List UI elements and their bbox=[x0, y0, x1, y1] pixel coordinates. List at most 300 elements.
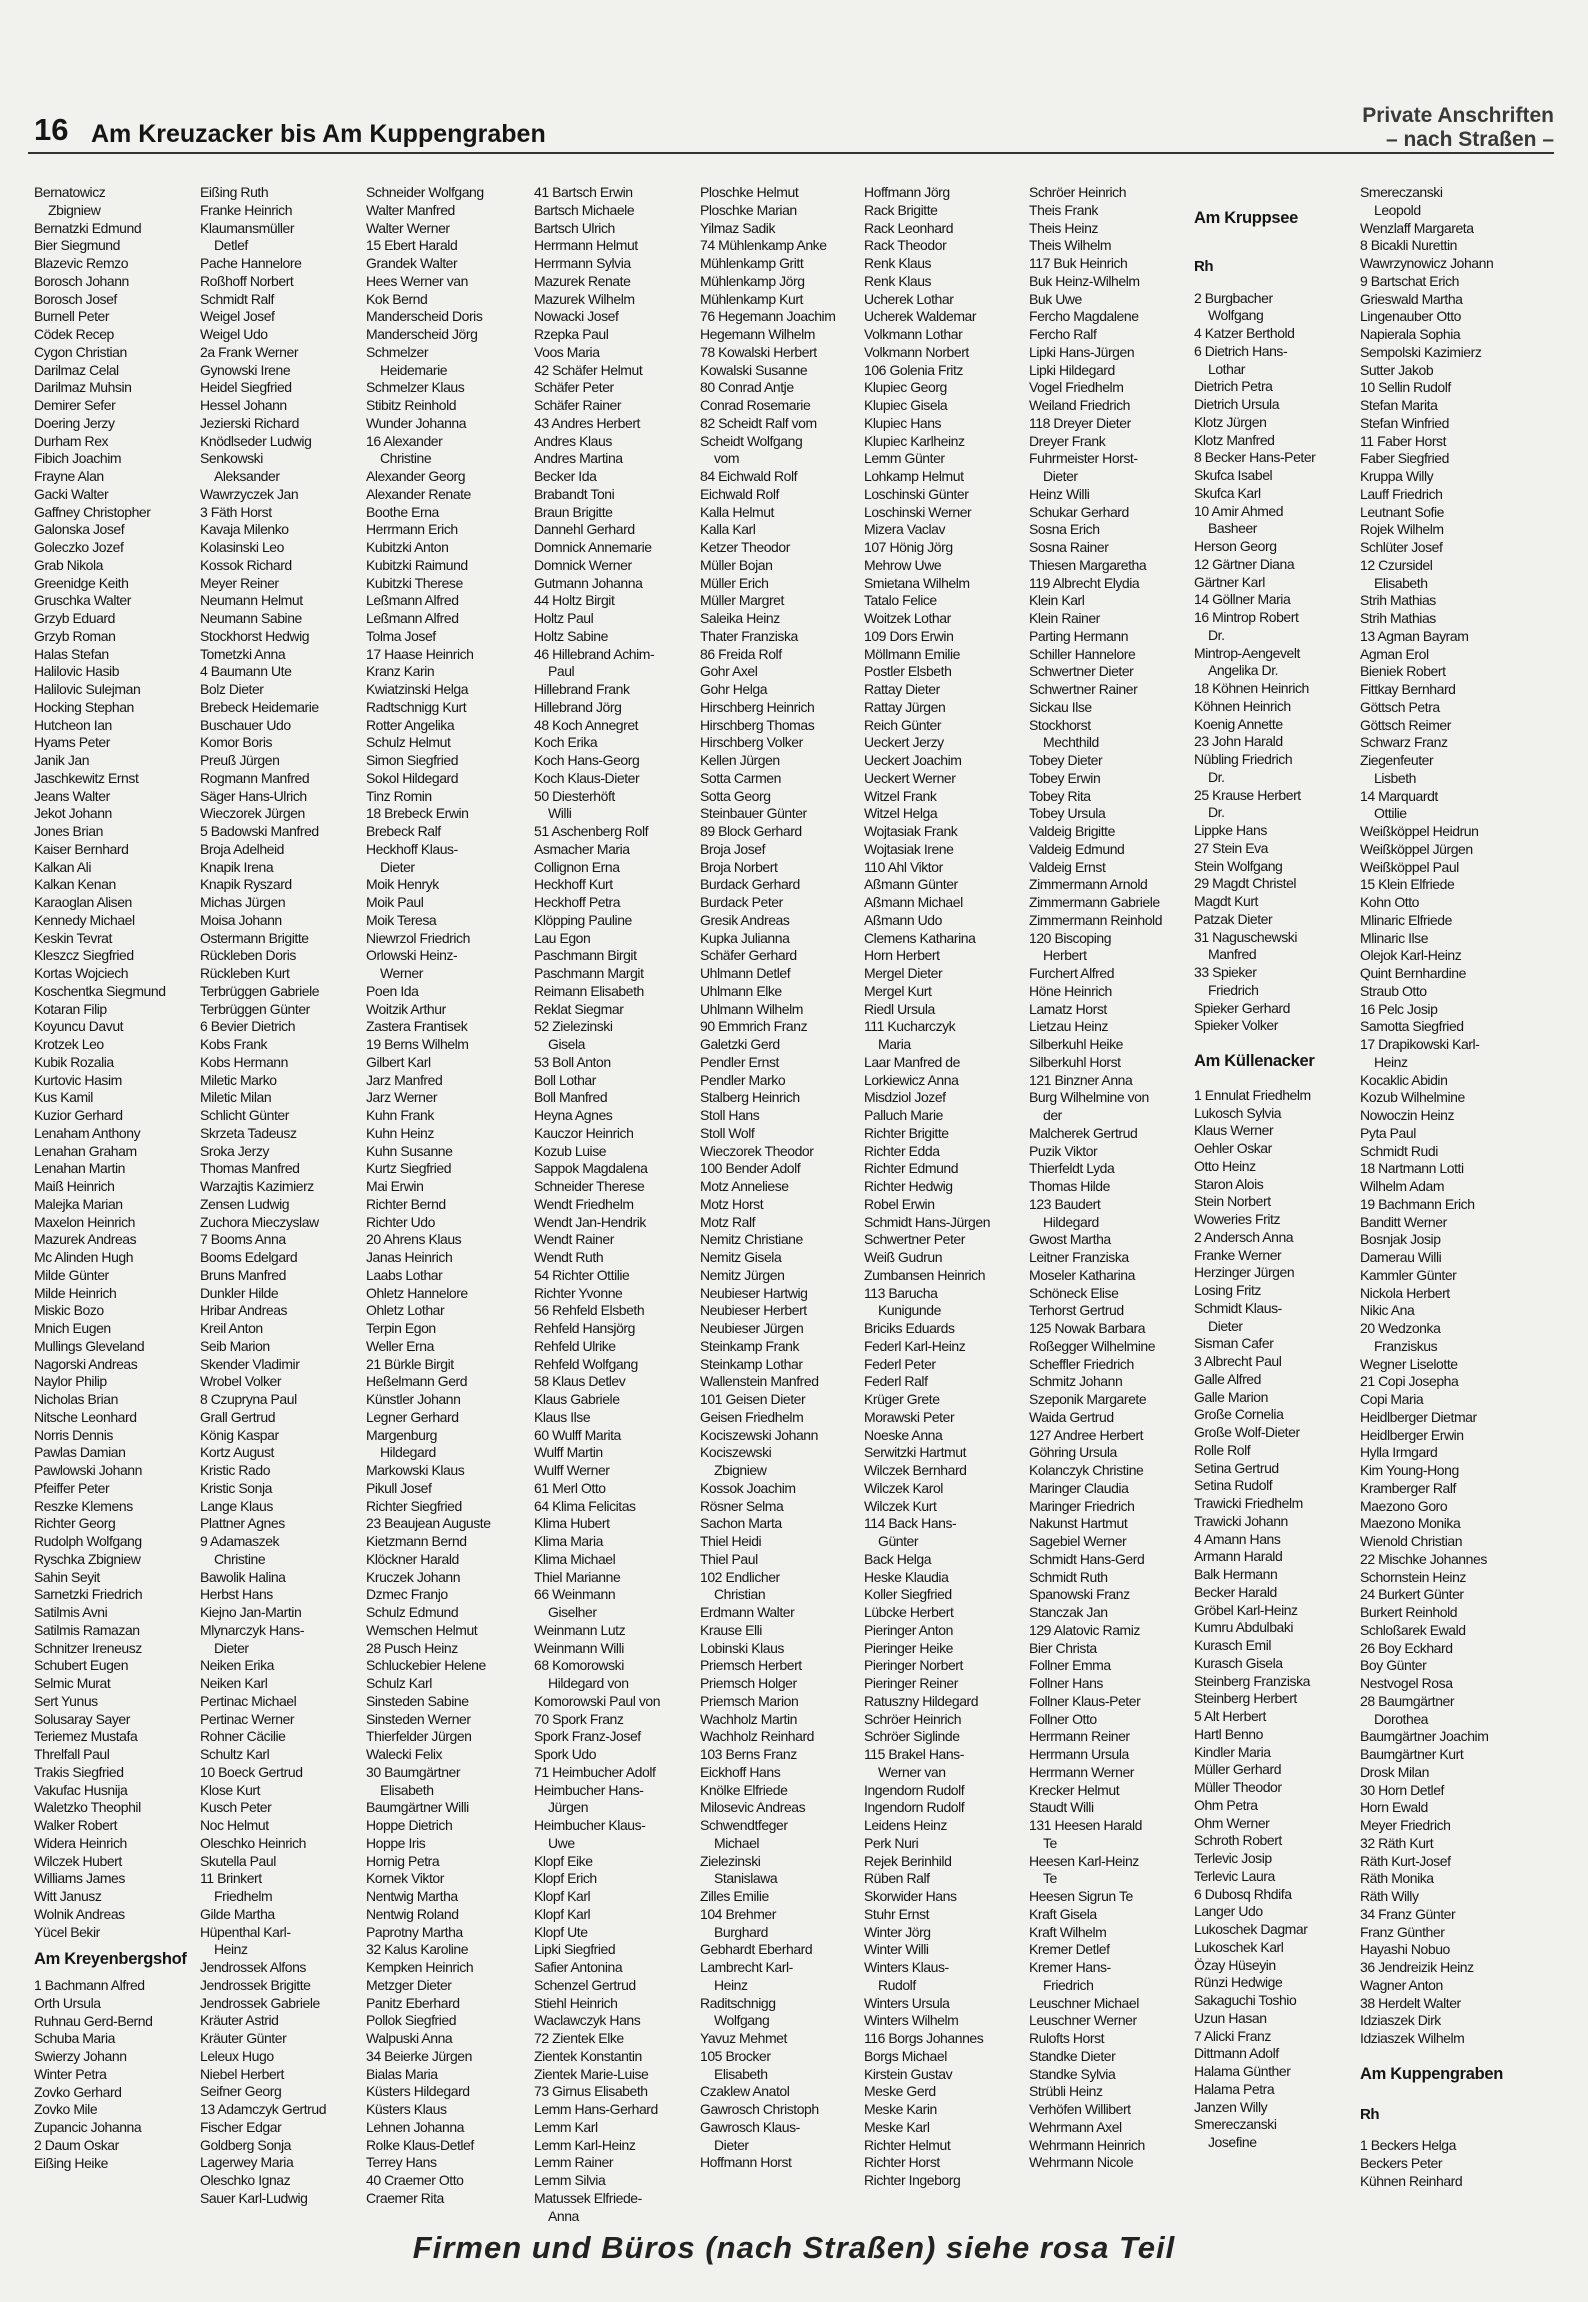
resident-entry: Ploschke Helmut bbox=[700, 184, 799, 200]
resident-entry: Nagorski Andreas bbox=[34, 1355, 138, 1372]
resident-entry: 1 Ennulat Friedhelm bbox=[1194, 1086, 1311, 1103]
resident-entry: 2 Daum Oskar bbox=[34, 2136, 119, 2153]
resident-entry: Rulofts Horst bbox=[1029, 2030, 1105, 2046]
resident-entry: Cödek Recep bbox=[34, 326, 114, 342]
resident-entry: Renk Klaus bbox=[864, 255, 932, 271]
resident-entry: Lagerwey Maria bbox=[200, 2154, 294, 2171]
resident-entry: 90 Emmrich Franz bbox=[700, 1018, 808, 1035]
resident-entry: Loschinski Günter bbox=[864, 485, 969, 502]
resident-entry: 20 Wedzonka bbox=[1360, 1320, 1441, 1336]
directory-column-8 bbox=[1194, 184, 1360, 2152]
resident-entry: Bawolik Halina bbox=[200, 1568, 286, 1585]
resident-entry: Andres Klaus bbox=[534, 432, 612, 449]
resident-entry: Fischer Edgar bbox=[200, 2118, 282, 2135]
resident-entry: Richter Bernd bbox=[366, 1195, 446, 1212]
resident-entry: Steinkamp Frank bbox=[700, 1337, 800, 1354]
directory-column-4 bbox=[534, 184, 700, 2225]
resident-entry: Jarz Manfred bbox=[366, 1071, 443, 1088]
resident-entry: Witzel Frank bbox=[864, 787, 937, 804]
resident-entry: 1 Bachmann Alfred bbox=[34, 1977, 145, 1993]
resident-entry: Theis Frank bbox=[1029, 201, 1098, 218]
resident-entry: Kleszcz Siegfried bbox=[34, 947, 134, 964]
resident-entry: Ziegenfeuter bbox=[1360, 752, 1434, 768]
spacer bbox=[1360, 2048, 1526, 2056]
resident-entry: Gynowski Irene bbox=[200, 361, 291, 378]
resident-entry: Woitzik Arthur bbox=[366, 1000, 446, 1017]
resident-entry: Tometzki Anna bbox=[200, 645, 286, 662]
resident-entry: 27 Stein Eva bbox=[1194, 839, 1268, 856]
resident-entry: Kietzmann Bernd bbox=[366, 1533, 467, 1549]
resident-entry: 131 Heesen Harald bbox=[1029, 1817, 1142, 1833]
resident-entry: Heinz Willi bbox=[1029, 485, 1090, 502]
resident-entry: Erdmann Walter bbox=[700, 1604, 795, 1620]
resident-entry: Nowacki Josef bbox=[534, 308, 619, 325]
resident-entry: Sisman Cafer bbox=[1194, 1335, 1274, 1352]
entry-continuation: Günter bbox=[878, 1533, 919, 1549]
resident-entry: Maringer Friedrich bbox=[1029, 1497, 1135, 1514]
resident-entry: Lemm Silvia bbox=[534, 2172, 606, 2188]
resident-entry: 24 Burkert Günter bbox=[1360, 1586, 1464, 1603]
resident-entry: Buschauer Udo bbox=[200, 716, 291, 733]
resident-entry: Miletic Marko bbox=[200, 1071, 277, 1088]
resident-entry: Hirschberg Heinrich bbox=[700, 698, 815, 715]
resident-entry: Heidlberger Erwin bbox=[1360, 1426, 1464, 1443]
resident-entry: Sokol Hildegard bbox=[366, 769, 459, 786]
resident-entry: Palluch Marie bbox=[864, 1107, 943, 1123]
resident-entry: Galonska Josef bbox=[34, 521, 125, 538]
resident-entry: Theis Wilhelm bbox=[1029, 237, 1112, 254]
resident-entry: Tobey Ursula bbox=[1029, 805, 1106, 822]
resident-entry: Kalkan Ali bbox=[34, 858, 91, 875]
resident-entry: Neubieser Herbert bbox=[700, 1302, 807, 1319]
directory-column-7 bbox=[1029, 184, 1195, 2172]
resident-entry: Sinsteden Werner bbox=[366, 1710, 471, 1727]
resident-entry: 86 Freida Rolf bbox=[700, 645, 782, 662]
resident-entry: Wulff Martin bbox=[534, 1444, 603, 1461]
resident-entry: Back Helga bbox=[864, 1550, 932, 1567]
resident-entry: 60 Wulff Marita bbox=[534, 1426, 621, 1443]
entry-continuation: Michael bbox=[714, 1834, 760, 1851]
resident-entry: 18 Köhnen Heinrich bbox=[1194, 680, 1309, 696]
resident-entry: Niebel Herbert bbox=[200, 2065, 284, 2082]
resident-entry: 32 Räth Kurt bbox=[1360, 1834, 1434, 1851]
resident-entry: Schäfer Rainer bbox=[534, 397, 622, 413]
resident-entry: Sinsteden Sabine bbox=[366, 1692, 469, 1709]
resident-entry: Herson Georg bbox=[1194, 538, 1277, 554]
resident-entry: Maiß Heinrich bbox=[34, 1178, 115, 1194]
resident-entry: Ruhnau Gerd-Bernd bbox=[34, 2012, 153, 2029]
resident-entry: Wrobel Volker bbox=[200, 1373, 282, 1390]
resident-entry: 12 Gärtner Diana bbox=[1194, 555, 1295, 572]
resident-entry: Kurtovic Hasim bbox=[34, 1071, 122, 1088]
resident-entry: Legner Gerhard bbox=[366, 1408, 459, 1425]
resident-entry: 29 Magdt Christel bbox=[1194, 875, 1297, 892]
resident-entry: Furchert Alfred bbox=[1029, 965, 1115, 981]
resident-entry: Leidens Heinz bbox=[864, 1817, 947, 1833]
entry-continuation: Dr. bbox=[1208, 804, 1225, 821]
resident-entry: Koch Erika bbox=[534, 734, 598, 751]
resident-entry: Gilbert Karl bbox=[366, 1053, 431, 1070]
resident-entry: Safier Antonina bbox=[534, 1959, 623, 1975]
entry-continuation: Zbigniew bbox=[48, 201, 101, 218]
resident-entry: Ucherek Lothar bbox=[864, 290, 954, 307]
entry-continuation: Willi bbox=[548, 805, 572, 822]
directory-column-6 bbox=[864, 184, 1030, 2190]
resident-entry: 46 Hillebrand Achim- bbox=[534, 645, 655, 662]
resident-entry: Motz Horst bbox=[700, 1195, 764, 1212]
resident-entry: Broja Josef bbox=[700, 840, 766, 857]
resident-entry: Preuß Jürgen bbox=[200, 752, 280, 768]
entry-continuation: Lisbeth bbox=[1374, 769, 1416, 786]
resident-entry: Herrmann Ursula bbox=[1029, 1746, 1129, 1762]
resident-entry: Patzak Dieter bbox=[1194, 910, 1273, 927]
resident-entry: Noeske Anna bbox=[864, 1426, 943, 1443]
resident-entry: 68 Komorowski bbox=[534, 1657, 624, 1674]
resident-entry: Möllmann Emilie bbox=[864, 645, 960, 662]
resident-entry: Fittkay Bernhard bbox=[1360, 681, 1456, 697]
resident-entry: Herzinger Jürgen bbox=[1194, 1264, 1295, 1281]
resident-entry: Wojtasiak Irene bbox=[864, 840, 954, 857]
resident-entry: 11 Brinkert bbox=[200, 1870, 262, 1887]
resident-entry: 16 Mintrop Robert bbox=[1194, 609, 1299, 625]
resident-entry: Wojtasiak Frank bbox=[864, 823, 958, 839]
resident-entry: Miletic Milan bbox=[200, 1089, 272, 1106]
resident-entry: Hyams Peter bbox=[34, 734, 110, 751]
footer-note: Firmen und Büros (nach Straßen) siehe rosa Teil bbox=[412, 2230, 1176, 2265]
resident-entry: 10 Sellin Rudolf bbox=[1360, 379, 1451, 396]
resident-entry: Fuhrmeister Horst- bbox=[1029, 450, 1138, 467]
resident-entry: Leßmann Alfred bbox=[366, 610, 459, 626]
resident-entry: Schwertner Dieter bbox=[1029, 663, 1134, 680]
resident-entry: Schulz Edmund bbox=[366, 1604, 459, 1620]
resident-entry: Lemm Karl bbox=[534, 2118, 598, 2135]
resident-entry: Herrmann Sylvia bbox=[534, 255, 631, 271]
entry-continuation: Friedrich bbox=[1208, 981, 1259, 998]
resident-entry: Banditt Werner bbox=[1360, 1213, 1447, 1230]
resident-entry: Ueckert Joachim bbox=[864, 752, 962, 768]
resident-entry: Collignon Erna bbox=[534, 858, 620, 875]
resident-entry: Klupiec Georg bbox=[864, 379, 947, 396]
entry-continuation: Jürgen bbox=[548, 1799, 589, 1816]
resident-entry: Satilmis Ramazan bbox=[34, 1621, 140, 1638]
page-number: 16 bbox=[34, 112, 69, 147]
resident-entry: Saleika Heinz bbox=[700, 610, 780, 626]
resident-entry: Fercho Magdalene bbox=[1029, 308, 1139, 325]
resident-entry: 4 Amann Hans bbox=[1194, 1530, 1281, 1547]
resident-entry: 42 Schäfer Helmut bbox=[534, 361, 643, 378]
resident-entry: 26 Boy Eckhard bbox=[1360, 1639, 1453, 1656]
resident-entry: Holtz Paul bbox=[534, 610, 594, 626]
resident-entry: Neiken Erika bbox=[200, 1657, 274, 1674]
resident-entry: Sakaguchi Toshio bbox=[1194, 1992, 1297, 2008]
resident-entry: Gwost Martha bbox=[1029, 1231, 1111, 1248]
resident-entry: Noc Helmut bbox=[200, 1817, 269, 1833]
resident-entry: Leßmann Alfred bbox=[366, 592, 459, 609]
resident-entry: 66 Weinmann bbox=[534, 1586, 616, 1603]
resident-entry: Winters Ursula bbox=[864, 1994, 950, 2011]
resident-entry: Reich Günter bbox=[864, 716, 942, 733]
resident-entry: Kammler Günter bbox=[1360, 1266, 1457, 1283]
resident-entry: Radtschnigg Kurt bbox=[366, 698, 467, 715]
resident-entry: Wehrmann Nicole bbox=[1029, 2154, 1134, 2171]
resident-entry: Nentwig Roland bbox=[366, 1905, 459, 1922]
resident-entry: 50 Diesterhöft bbox=[534, 787, 615, 804]
resident-entry: Valdeig Edmund bbox=[1029, 840, 1125, 857]
resident-entry: Krause Elli bbox=[700, 1621, 762, 1638]
resident-entry: Rack Brigitte bbox=[864, 201, 938, 218]
resident-entry: Hillebrand Jörg bbox=[534, 698, 622, 715]
resident-entry: 7 Booms Anna bbox=[200, 1231, 286, 1248]
resident-entry: Buk Heinz-Wilhelm bbox=[1029, 272, 1140, 289]
resident-entry: Leuschner Werner bbox=[1029, 2012, 1137, 2029]
resident-entry: Weißköppel Paul bbox=[1360, 858, 1459, 875]
resident-entry: Waletzko Theophil bbox=[34, 1799, 141, 1816]
resident-entry: Lukosch Sylvia bbox=[1194, 1104, 1282, 1121]
resident-entry: Kumru Abdulbaki bbox=[1194, 1619, 1294, 1636]
resident-entry: Meske Karin bbox=[864, 2101, 937, 2117]
entry-continuation: Werner van bbox=[878, 1763, 946, 1780]
resident-entry: 127 Andree Herbert bbox=[1029, 1426, 1144, 1443]
resident-entry: Klöpping Pauline bbox=[534, 911, 632, 928]
resident-entry: Lohkamp Helmut bbox=[864, 468, 964, 484]
resident-entry: Michas Jürgen bbox=[200, 894, 286, 910]
resident-entry: Kurasch Gisela bbox=[1194, 1654, 1283, 1671]
resident-entry: Mc Alinden Hugh bbox=[34, 1249, 134, 1265]
resident-entry: Bier Christa bbox=[1029, 1639, 1097, 1656]
resident-entry: Schulz Helmut bbox=[366, 734, 451, 751]
resident-entry: Quint Bernhardine bbox=[1360, 965, 1466, 981]
resident-entry: Thierfelder Jürgen bbox=[366, 1728, 472, 1745]
resident-entry: Schneider Therese bbox=[534, 1178, 645, 1194]
resident-entry: Rohner Cäcilie bbox=[200, 1728, 286, 1745]
resident-entry: Nemitz Christiane bbox=[700, 1231, 803, 1248]
resident-entry: Jones Brian bbox=[34, 823, 103, 839]
resident-entry: 70 Spork Franz bbox=[534, 1710, 624, 1727]
resident-entry: Moisa Johann bbox=[200, 911, 282, 928]
resident-entry: Heidel Siegfried bbox=[200, 379, 292, 396]
resident-entry: Kennedy Michael bbox=[34, 911, 135, 928]
resident-entry: Müller Bojan bbox=[700, 556, 773, 573]
resident-entry: Müller Margret bbox=[700, 592, 784, 609]
resident-entry: Terrey Hans bbox=[366, 2154, 437, 2171]
resident-entry: Räth Monika bbox=[1360, 1870, 1434, 1887]
resident-entry: 12 Czursidel bbox=[1360, 556, 1433, 573]
resident-entry: Theis Heinz bbox=[1029, 219, 1098, 236]
resident-entry: Kuhn Susanne bbox=[366, 1142, 453, 1159]
resident-entry: Leleux Hugo bbox=[200, 2047, 274, 2064]
resident-entry: Nentwig Martha bbox=[366, 1888, 458, 1904]
entry-continuation: Detlef bbox=[214, 237, 248, 254]
resident-entry: Göhring Ursula bbox=[1029, 1444, 1117, 1461]
resident-entry: König Kaspar bbox=[200, 1426, 279, 1443]
resident-entry: 7 Alicki Franz bbox=[1194, 2027, 1271, 2044]
resident-entry: Säger Hans-Ulrich bbox=[200, 787, 307, 804]
resident-entry: Zovko Gerhard bbox=[34, 2083, 122, 2100]
resident-entry: Agman Erol bbox=[1360, 645, 1429, 662]
entry-continuation: Heinz bbox=[1374, 1053, 1408, 1070]
resident-entry: 41 Bartsch Erwin bbox=[534, 184, 633, 200]
resident-entry: 31 Naguschewski bbox=[1194, 928, 1297, 945]
resident-entry: Wolnik Andreas bbox=[34, 1905, 125, 1922]
resident-entry: Lukoschek Karl bbox=[1194, 1938, 1284, 1955]
resident-entry: 6 Dietrich Hans- bbox=[1194, 342, 1288, 359]
resident-entry: Kortas Wojciech bbox=[34, 965, 129, 981]
resident-entry: Wunder Johanna bbox=[366, 414, 467, 431]
resident-entry: Brebeck Heidemarie bbox=[200, 698, 319, 715]
resident-entry: Napierala Sophia bbox=[1360, 326, 1461, 342]
resident-entry: Rolke Klaus-Detlef bbox=[366, 2136, 474, 2153]
resident-entry: Balk Hermann bbox=[1194, 1566, 1278, 1582]
resident-entry: Booms Edelgard bbox=[200, 1249, 298, 1265]
entry-continuation: Elisabeth bbox=[1374, 574, 1428, 591]
resident-entry: Witt Janusz bbox=[34, 1888, 102, 1904]
resident-entry: Kurtz Siegfried bbox=[366, 1160, 452, 1177]
resident-entry: Nübling Friedrich bbox=[1194, 751, 1293, 767]
resident-entry: Mergel Kurt bbox=[864, 982, 932, 999]
resident-entry: Hartl Benno bbox=[1194, 1725, 1263, 1742]
resident-entry: 76 Hegemann Joachim bbox=[700, 308, 836, 325]
resident-entry: Wendt Ruth bbox=[534, 1249, 604, 1265]
resident-entry: Leutnant Sofie bbox=[1360, 503, 1444, 520]
resident-entry: Höne Heinrich bbox=[1029, 982, 1112, 999]
resident-entry: Stoll Wolf bbox=[700, 1124, 755, 1141]
resident-entry: Follner Otto bbox=[1029, 1710, 1097, 1727]
resident-entry: Kräuter Günter bbox=[200, 2030, 287, 2046]
resident-entry: Priemsch Marion bbox=[700, 1692, 799, 1709]
resident-entry: 18 Nartmann Lotti bbox=[1360, 1160, 1464, 1177]
resident-entry: 9 Adamaszek bbox=[200, 1533, 280, 1549]
resident-entry: Herrmann Erich bbox=[366, 521, 458, 538]
resident-entry: Sagebiel Werner bbox=[1029, 1533, 1127, 1549]
resident-entry: Wachholz Martin bbox=[700, 1710, 797, 1727]
resident-entry: Kurasch Emil bbox=[1194, 1637, 1272, 1653]
resident-entry: Ryschka Zbigniew bbox=[34, 1550, 141, 1567]
resident-entry: Skorwider Hans bbox=[864, 1888, 957, 1904]
resident-entry: Dietrich Ursula bbox=[1194, 396, 1280, 412]
resident-entry: Klopf Erich bbox=[534, 1870, 597, 1887]
resident-entry: Winter Petra bbox=[34, 2065, 107, 2082]
resident-entry: Kim Young-Hong bbox=[1360, 1462, 1459, 1478]
resident-entry: Paschmann Margit bbox=[534, 965, 644, 981]
resident-entry: 15 Klein Elfriede bbox=[1360, 876, 1455, 893]
resident-entry: 80 Conrad Antje bbox=[700, 379, 794, 396]
resident-entry: Follner Hans bbox=[1029, 1675, 1103, 1691]
resident-entry: Richter Edmund bbox=[864, 1160, 959, 1177]
resident-entry: 34 Franz Günter bbox=[1360, 1905, 1456, 1922]
resident-entry: Simon Siegfried bbox=[366, 752, 459, 768]
resident-entry: Miskic Bozo bbox=[34, 1302, 104, 1319]
resident-entry: Schubert Eugen bbox=[34, 1657, 129, 1674]
resident-entry: Wachholz Reinhard bbox=[700, 1728, 815, 1745]
resident-entry: Losing Fritz bbox=[1194, 1282, 1261, 1298]
resident-entry: Standke Dieter bbox=[1029, 2047, 1116, 2064]
resident-entry: Müller Gerhard bbox=[1194, 1761, 1282, 1778]
resident-entry: Lau Egon bbox=[534, 929, 591, 946]
resident-entry: Darilmaz Celal bbox=[34, 361, 119, 378]
resident-entry: Strih Mathias bbox=[1360, 592, 1436, 609]
resident-entry: Schmelzer bbox=[366, 343, 429, 360]
resident-entry: Koyuncu Davut bbox=[34, 1018, 124, 1035]
resident-entry: Kociszewski bbox=[700, 1444, 772, 1461]
resident-entry: Herrmann Werner bbox=[1029, 1763, 1135, 1780]
resident-entry: Schukar Gerhard bbox=[1029, 503, 1129, 520]
resident-entry: Winters Klaus- bbox=[864, 1959, 949, 1975]
resident-entry: Galle Alfred bbox=[1194, 1370, 1261, 1387]
entry-continuation: Elisabeth bbox=[380, 1781, 434, 1798]
resident-entry: Thiel Heidi bbox=[700, 1533, 762, 1549]
spacer bbox=[1360, 2129, 1526, 2137]
resident-entry: 109 Dors Erwin bbox=[864, 627, 954, 644]
resident-entry: 10 Amir Ahmed bbox=[1194, 502, 1284, 519]
resident-entry: Reklat Siegmar bbox=[534, 1000, 624, 1017]
entry-continuation: Stanislawa bbox=[714, 1870, 778, 1887]
resident-entry: Klein Karl bbox=[1029, 592, 1085, 609]
resident-entry: Pieringer Heike bbox=[864, 1639, 953, 1656]
resident-entry: Koch Hans-Georg bbox=[534, 752, 640, 768]
resident-entry: Zastera Frantisek bbox=[366, 1018, 468, 1035]
resident-entry: Darilmaz Muhsin bbox=[34, 379, 132, 396]
resident-entry: 89 Block Gerhard bbox=[700, 823, 802, 839]
resident-entry: Gutmann Johanna bbox=[534, 574, 643, 591]
resident-entry: Richter Yvonne bbox=[534, 1284, 623, 1301]
entry-continuation: Dr. bbox=[1208, 768, 1225, 785]
resident-entry: Wilczek Hubert bbox=[34, 1852, 122, 1869]
resident-entry: 116 Borgs Johannes bbox=[864, 2030, 984, 2046]
resident-entry: Zientek Konstantin bbox=[534, 2047, 642, 2064]
resident-entry: 8 Czupryna Paul bbox=[200, 1391, 297, 1407]
resident-entry: Lipki Hans-Jürgen bbox=[1029, 343, 1135, 360]
resident-entry: Halama Petra bbox=[1194, 2080, 1275, 2097]
resident-entry: Kozub Luise bbox=[534, 1142, 607, 1159]
resident-entry: Follner Emma bbox=[1029, 1657, 1111, 1674]
resident-entry: 125 Nowak Barbara bbox=[1029, 1320, 1146, 1336]
resident-entry: 100 Bender Adolf bbox=[700, 1160, 801, 1177]
resident-entry: Wieczorek Jürgen bbox=[200, 805, 305, 822]
resident-entry: Parting Hermann bbox=[1029, 627, 1129, 644]
resident-entry: Verhöfen Willibert bbox=[1029, 2101, 1131, 2117]
resident-entry: Scheffler Friedrich bbox=[1029, 1355, 1134, 1372]
resident-entry: Jendrossek Gabriele bbox=[200, 1994, 320, 2011]
resident-entry: Schiller Hannelore bbox=[1029, 645, 1136, 662]
resident-entry: Kusch Peter bbox=[200, 1799, 272, 1816]
resident-entry: Mehrow Uwe bbox=[864, 556, 942, 573]
resident-entry: Janik Jan bbox=[34, 752, 90, 768]
resident-entry: Roßegger Wilhelmine bbox=[1029, 1337, 1156, 1354]
resident-entry: Lorkiewicz Anna bbox=[864, 1071, 959, 1088]
resident-entry: 22 Mischke Johannes bbox=[1360, 1550, 1487, 1567]
resident-entry: Woweries Fritz bbox=[1194, 1211, 1281, 1227]
resident-entry: Terlevic Laura bbox=[1194, 1867, 1275, 1884]
resident-entry: Orlowski Heinz- bbox=[366, 947, 458, 964]
resident-entry: 72 Zientek Elke bbox=[534, 2030, 624, 2046]
resident-entry: Lenahan Graham bbox=[34, 1142, 137, 1159]
resident-entry: Dzmec Franjo bbox=[366, 1586, 448, 1603]
entry-continuation: Herbert bbox=[1043, 947, 1087, 964]
resident-entry: Conrad Rosemarie bbox=[700, 397, 811, 413]
resident-entry: Buk Uwe bbox=[1029, 290, 1082, 307]
resident-entry: Hirschberg Thomas bbox=[700, 716, 815, 733]
resident-entry: Herrmann Helmut bbox=[534, 237, 638, 254]
resident-entry: Steinbauer Günter bbox=[700, 805, 807, 822]
spacer bbox=[1194, 282, 1360, 290]
resident-entry: Richter Helmut bbox=[864, 2136, 951, 2153]
resident-entry: 17 Drapikowski Karl- bbox=[1360, 1036, 1480, 1052]
resident-entry: Maringer Claudia bbox=[1029, 1479, 1129, 1496]
resident-entry: Spieker Volker bbox=[1194, 1017, 1278, 1034]
entry-continuation: Dorothea bbox=[1374, 1710, 1428, 1727]
resident-entry: Schöneck Elise bbox=[1029, 1284, 1119, 1301]
entry-continuation: Burghard bbox=[714, 1923, 768, 1940]
